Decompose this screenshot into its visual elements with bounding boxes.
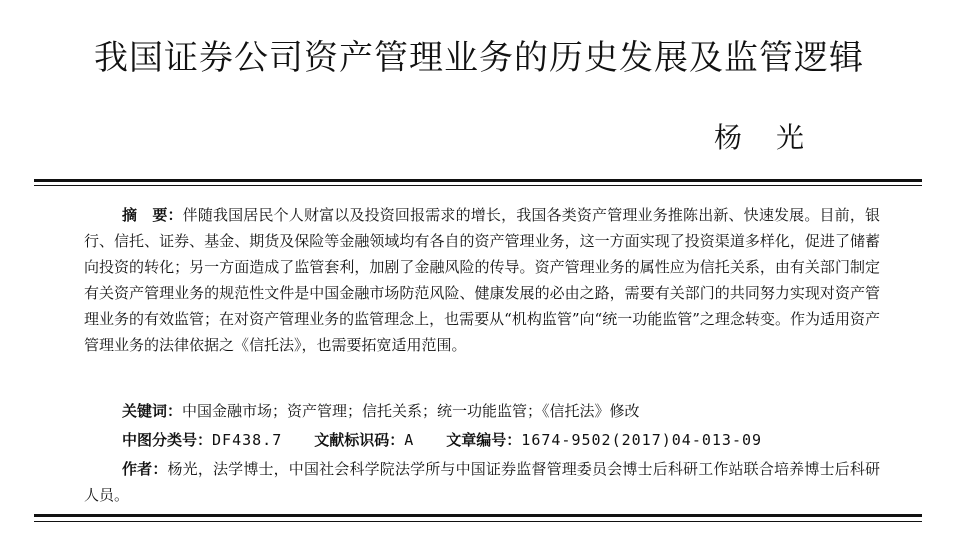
keywords-row [122,398,640,424]
article-number-item [446,427,762,453]
abstract-label: 摘 要： [122,206,183,224]
clc-label: 中图分类号： [122,431,213,449]
author-info-text: 杨光，法学博士，中国社会科学院法学所与中国证券监督管理委员会博士后科研工作站联合培养博士后科研人员。 [84,460,880,504]
keywords-label: 关键词： [122,402,183,420]
author-info-label: 作者： [122,460,168,478]
clc-value: DF438.7 [212,431,283,449]
doc-code-value: A [404,431,415,449]
abstract-text: 伴随我国居民个人财富以及投资回报需求的增长，我国各类资产管理业务推陈出新、快速发展。目前，银行、信托、证券、基金、期货及保险等金融领域均有各自的资产管理业务，这一方面实现了投资渠道多样化，促进了储蓄向投资的转化；另一方面造成了监管套利，加剧了金融风险的传导。资产管理业务的属性应为信托关系，由有关部门制定有关资产管理业务的规范性文件是中国金融市场防范风险、健康发展的必由之路，需要有关部门的共同努力实现对资产管理业务的有效监管；在对资产管理业务的监管理念上，也需要从“机构监管”向“统一功能监管”之理念转变。作为适用资产管理业务的法律依据之《信托法》，也需要拓宽适用范围。 [84,206,880,354]
author-info-paragraph [84,456,880,508]
keywords-text: 中国金融市场；资产管理；信托关系；统一功能监管；《信托法》修改 [182,402,640,420]
bottom-rule-thin [34,521,922,522]
author-name: 杨光 [713,121,838,154]
doc-code-label: 文献标识码： [314,431,405,449]
article-number-value: 1674-9502(2017)04-013-09 [521,431,763,449]
top-rule-thick [34,179,922,182]
doc-code-item [314,427,414,453]
top-rule-thin [34,185,922,186]
classification-row [122,427,794,453]
clc-item [122,427,282,453]
article-title: 我国证券公司资产管理业务的历史发展及监管逻辑 [94,38,864,78]
bottom-rule-thick [34,514,922,517]
article-number-label: 文章编号： [446,431,522,449]
abstract-paragraph [84,202,880,358]
